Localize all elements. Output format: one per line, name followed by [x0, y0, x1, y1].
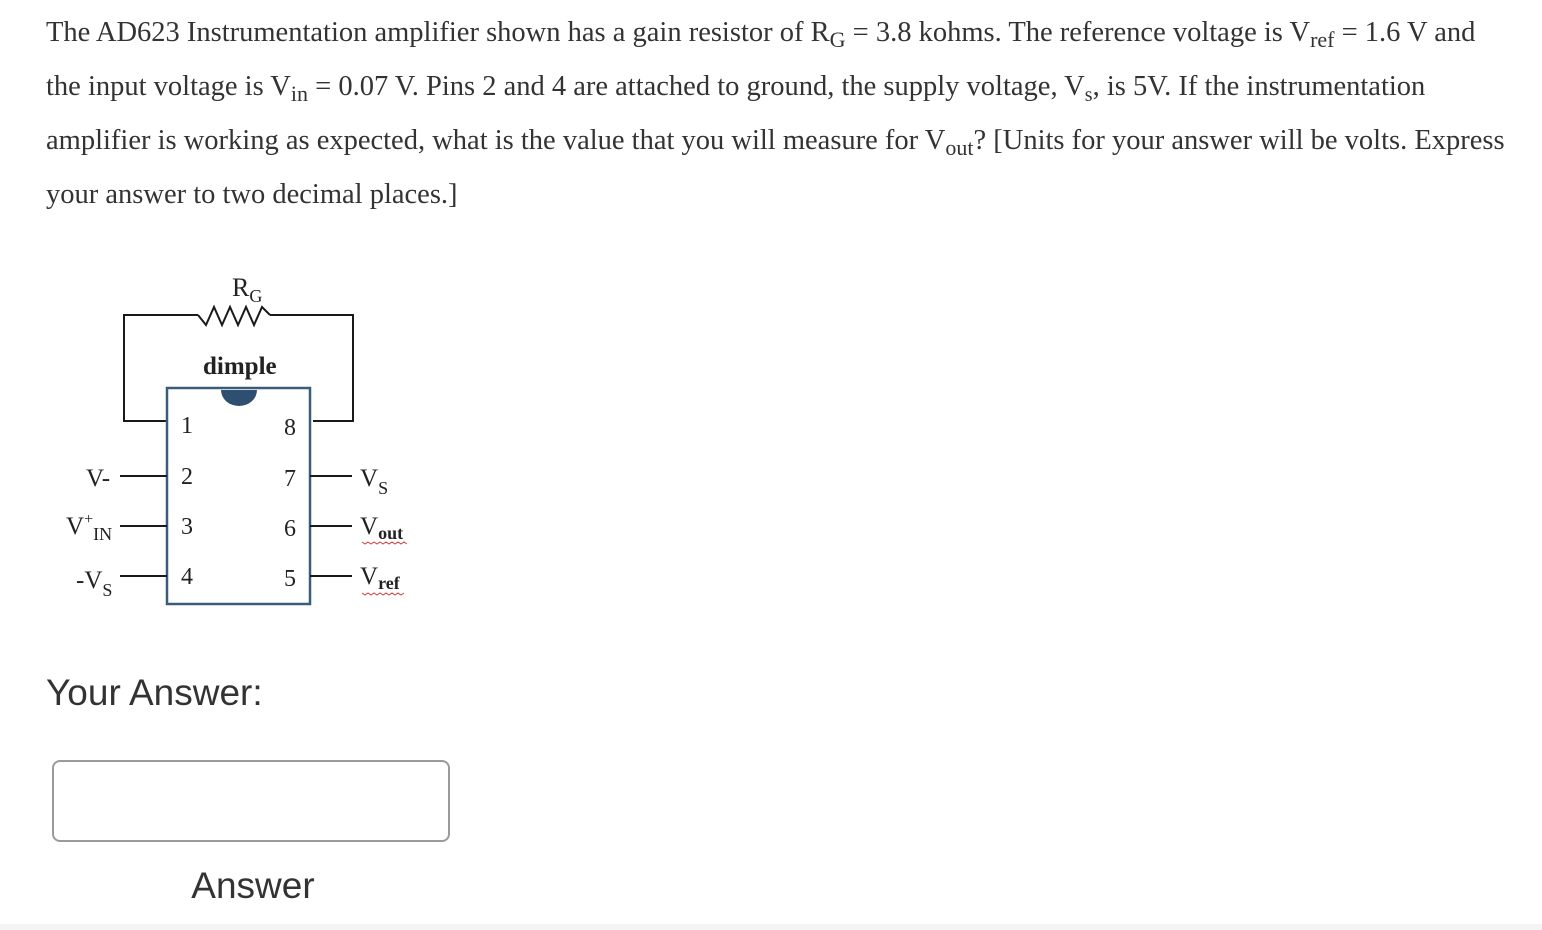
- right-pin-leads: [310, 476, 352, 576]
- amplifier-pinout-diagram: [50, 262, 430, 622]
- label-v-minus: V-: [86, 465, 111, 492]
- bottom-divider: [0, 924, 1542, 930]
- pin-number-6: 6: [284, 516, 296, 542]
- pin-number-2: 2: [181, 464, 193, 490]
- dimple-label: dimple: [203, 353, 277, 380]
- label-vref: $V_{ref}$: [360, 563, 400, 593]
- left-pin-leads: [120, 476, 167, 576]
- answer-heading: Your Answer:: [46, 672, 263, 713]
- answer-input[interactable]: [52, 760, 450, 842]
- label-vs: $V_S$: [360, 465, 389, 498]
- pin-number-4: 4: [181, 564, 193, 590]
- label-v-plus-in: $V^+_{IN}$: [66, 511, 113, 544]
- pin-number-1: 1: [181, 413, 193, 439]
- answer-button[interactable]: Answer: [168, 856, 338, 916]
- pin-number-8: 8: [284, 415, 296, 441]
- pin-number-7: 7: [284, 466, 296, 492]
- label-vout: $V_{out}$: [360, 513, 404, 543]
- pin-number-3: 3: [181, 514, 193, 540]
- rg-label: $R_G$: [232, 273, 263, 306]
- pin-number-5: 5: [284, 566, 296, 592]
- label-negative-vs: $-V_S$: [76, 567, 113, 600]
- question-text: The AD623 Instrumentation amplifier shown has a gain resistor of $R_G = 3.8$ kohms. The reference voltage is $V_{ref} = 1.6$ V and the input voltage is $V_{in} = 0.07$ V. Pins 2 and 4 are attached to ground, the supply voltage, $V_s$, is 5V. If the instrumentation amplifier is working as expected, what is the value that you will measure for $V_{out}$? [Units for your answer will be volts. Express your answer to two decimal places.]: [46, 17, 1505, 210]
- spellcheck-underline-vref: [362, 593, 404, 595]
